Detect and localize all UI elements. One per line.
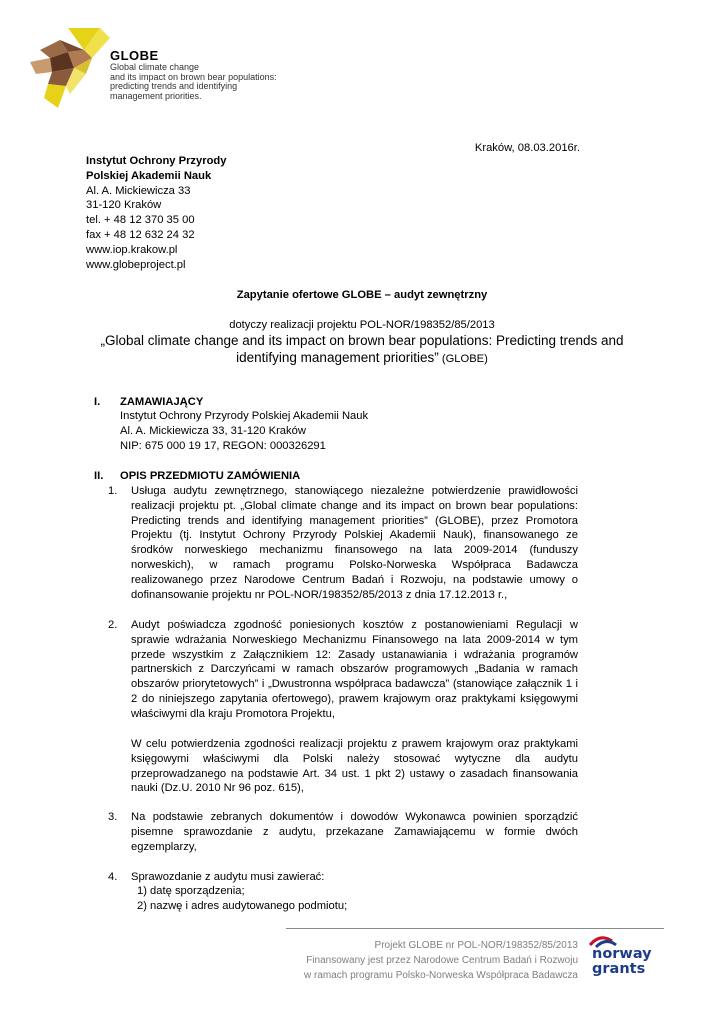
footer-text: Projekt GLOBE nr POL-NOR/198352/85/2013 Finansowany jest przez Narodowe Centrum Badań i Rozwoju w ramach programu Polsko-Norweska Współpraca Badawcza <box>304 940 578 981</box>
item1-text: Usługa audytu zewnętrznego, stanowiącego niezależne potwierdzenie prawidłowości realizacji projektu pt. „Global climate change and its impact on brown bear populations: Predicting trends and identifying management priorities” (GLOBE), przez Promotora Projektu (tj. Instytut Ochrony Przyrody Polskiej Akademii Nauk), finansowanego ze środków norweskiego mechanizmu finansowego na lata 2009-2014 (funduszy norweskich), w ramach programu Polsko-Norweska Współpraca Badawcza realizowanego przez Narodowe Centrum Badań i Rozwoju, na podstawie umowy o dofinansowanie projektu nr POL-NOR/198352/85/2013 z dnia 17.12.2013 r., <box>131 485 578 601</box>
institution-tel: tel. + 48 12 370 35 00 <box>86 214 195 227</box>
institution-address-block <box>86 154 227 272</box>
item2-number: 2. <box>108 619 118 631</box>
logo-title: GLOBE <box>110 48 159 63</box>
section1-line3: NIP: 675 000 19 17, REGON: 000326291 <box>120 440 326 452</box>
item4-number: 4. <box>108 871 118 883</box>
item3-number: 3. <box>108 811 118 823</box>
institution-address2: 31-120 Kraków <box>86 199 162 212</box>
footer-divider <box>286 928 664 929</box>
section1-number: I. <box>94 396 101 408</box>
institution-name-line1: Instytut Ochrony Przyrody <box>86 155 227 167</box>
document-date: Kraków, 08.03.2016r. <box>474 142 580 154</box>
item2-text: Audyt poświadcza zgodność poniesionych kosztów z postanowieniami Regulacji w sprawie wdrażania Norweskiego Mechanizmu Finansowego na lata 2009-2014 w tym przede wszystkim z Załącznikiem 12: Zasady ustanawiania i wdrażania programów partnerskich z Darczyńcami w ramach obszarów programowych „Badania w ramach obszarów priorytetowych” i „Dwustronna współpraca badawcza” (stanowiące załącznik 1 i 2 do niniejszego zapytania ofertowego), prawem krajowym oraz praktykami księgowymi właściwymi dla kraju Promotora Projektu, <box>131 619 578 720</box>
document-subject: Zapytanie ofertowe GLOBE – audyt zewnętrzny <box>236 289 488 301</box>
institution-address1: Al. A. Mickiewicza 33 <box>86 184 191 197</box>
section2-heading: OPIS PRZEDMIOTU ZAMÓWIENIA <box>120 470 301 482</box>
project-reference: dotyczy realizacji projektu POL-NOR/198352/85/2013 <box>229 319 495 331</box>
norway-grants-word2: grants <box>592 961 646 977</box>
institution-fax: fax + 48 12 632 24 32 <box>86 228 195 241</box>
institution-web1[interactable]: www.iop.krakow.pl <box>86 243 178 256</box>
section1-line2: Al. A. Mickiewicza 33, 31-120 Kraków <box>120 425 306 437</box>
section1-heading: ZAMAWIAJĄCY <box>120 396 204 408</box>
globe-logo-icon <box>30 28 110 108</box>
section2-number: II. <box>94 470 104 482</box>
item1-number: 1. <box>108 485 118 497</box>
institution-web2[interactable]: www.globeproject.pl <box>86 258 186 271</box>
institution-name-line2: Polskiej Akademii Nauk <box>86 169 212 182</box>
logo-subtitle: Global climate change and its impact on brown bear populations: predicting trends and identifying management priorities. <box>110 62 277 101</box>
section1-line1: Instytut Ochrony Przyrody Polskiej Akademii Nauk <box>120 410 369 422</box>
item4-text: Sprawozdanie z audytu musi zawierać: <box>131 871 325 883</box>
item2-paragraph2: W celu potwierdzenia zgodności realizacji projektu z prawem krajowym oraz praktykami księgowymi właściwymi dla Polski należy stosować wytyczne dla audytu przeprowadzanego na podstawie Art. 34 ust. 1 pkt 2) ustawy o zasadach finansowania nauki (Dz.U. 2010 Nr 96 poz. 615), <box>131 738 578 795</box>
item3-text: Na podstawie zebranych dokumentów i dowodów Wykonawca powinien sporządzić pisemne sprawozdanie z audytu, przekazane Zamawiającemu w formie dwóch egzemplarzy, <box>131 811 578 853</box>
norway-grants-logo <box>586 933 658 981</box>
project-title: „Global climate change and its impact on brown bear populations: Predicting trends and identifying management priorities” (GLOBE) <box>100 333 624 365</box>
item4-subitem2: 2) nazwę i adres audytowanego podmiotu; <box>137 900 348 912</box>
item4-subitem1: 1) datę sporządzenia; <box>137 885 245 897</box>
norway-grants-word1: norway <box>592 946 652 962</box>
